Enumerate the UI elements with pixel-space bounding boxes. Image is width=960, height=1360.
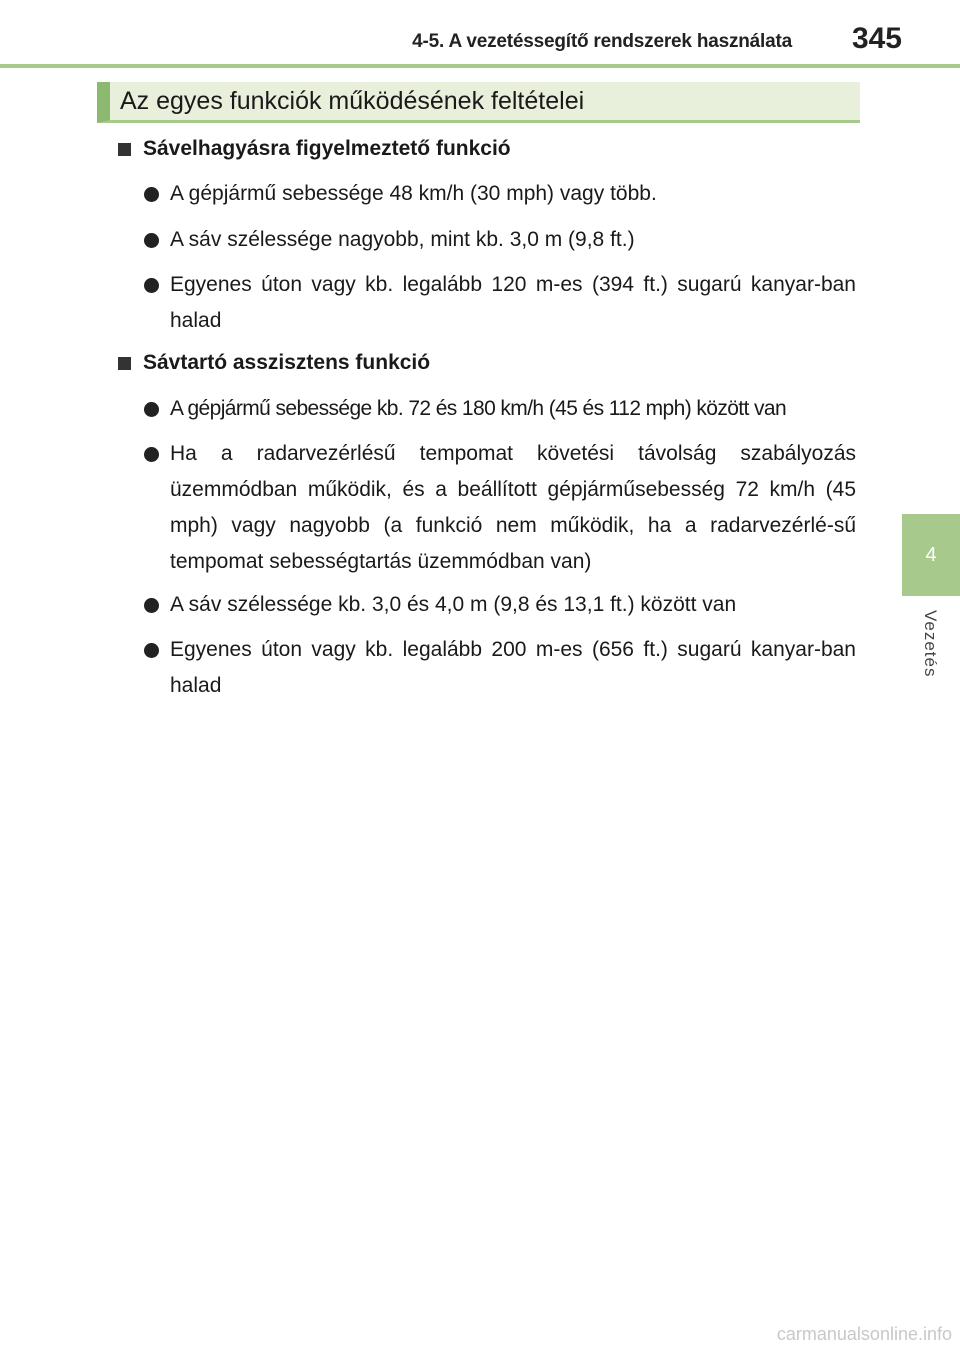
section-title-text: Az egyes funkciók működésének feltételei bbox=[120, 86, 585, 115]
square-bullet-icon bbox=[118, 143, 131, 156]
chapter-tab-label-text: Vezetés bbox=[921, 610, 940, 678]
list-item-text: A gépjármű sebessége kb. 72 és 180 km/h (45 és 112 mph) között van bbox=[170, 397, 787, 420]
list-item-text: A sáv szélessége nagyobb, mint kb. 3,0 m (9,8 ft.) bbox=[170, 228, 635, 251]
list-item-text: A sáv szélessége kb. 3,0 és 4,0 m (9,8 és 13,1 ft.) között van bbox=[170, 593, 737, 616]
list-item bbox=[144, 632, 856, 704]
list-item-text: Egyenes úton vagy kb. legalább 120 m-es (394 ft.) sugarú kanyar-ban halad bbox=[170, 273, 856, 332]
chapter-title: 4-5. A vezetéssegítő rendszerek használata bbox=[412, 31, 792, 52]
list-item bbox=[144, 391, 856, 427]
list-item bbox=[144, 267, 856, 339]
round-bullet-icon bbox=[144, 447, 159, 462]
page-number: 345 bbox=[851, 22, 902, 55]
subheading-text: Sávelhagyásra figyelmeztető funkció bbox=[143, 137, 511, 160]
round-bullet-icon bbox=[144, 187, 159, 202]
round-bullet-icon bbox=[144, 643, 159, 658]
subheading-lane-departure bbox=[118, 137, 511, 161]
list-item bbox=[144, 436, 856, 580]
section-title bbox=[97, 82, 860, 123]
round-bullet-icon bbox=[144, 233, 159, 248]
list-item-text: Ha a radarvezérlésű tempomat követési távolság szabályozás üzemmódban működik, és a beállított gépjárműsebesség 72 km/h (45 mph) vagy nagyobb (a funkció nem működik, ha a radarvezérlé-sű tempomat sebességtartás üzemmódban van) bbox=[170, 442, 856, 573]
subheading-lane-keeping bbox=[118, 351, 430, 375]
subheading-text: Sávtartó asszisztens funkció bbox=[143, 351, 431, 374]
round-bullet-icon bbox=[144, 278, 159, 293]
list-item-text: Egyenes úton vagy kb. legalább 200 m-es (656 ft.) sugarú kanyar-ban halad bbox=[170, 638, 856, 697]
watermark: carmanualsonline.info bbox=[776, 1324, 952, 1344]
chapter-tab bbox=[902, 514, 960, 596]
header-divider bbox=[0, 64, 960, 68]
chapter-tab-label bbox=[910, 610, 950, 690]
square-bullet-icon bbox=[118, 357, 131, 370]
round-bullet-icon bbox=[144, 598, 159, 613]
list-item bbox=[144, 222, 856, 258]
list-item bbox=[144, 587, 856, 623]
chapter-tab-number: 4 bbox=[925, 543, 937, 566]
list-item bbox=[144, 176, 856, 212]
list-item-text: A gépjármű sebessége 48 km/h (30 mph) vagy több. bbox=[170, 182, 657, 205]
round-bullet-icon bbox=[144, 402, 159, 417]
